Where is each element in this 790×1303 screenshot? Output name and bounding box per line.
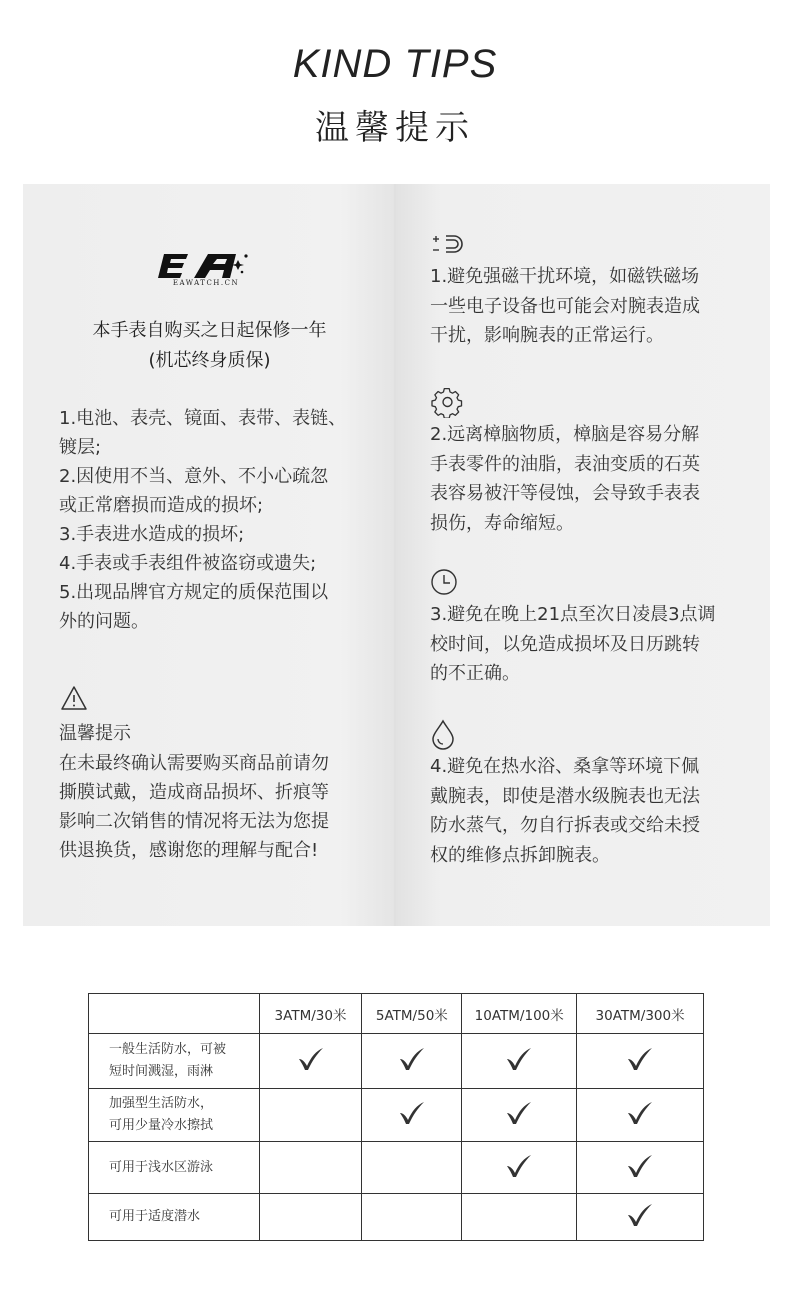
check-cell [259, 1089, 362, 1142]
tip-text [430, 752, 750, 870]
check-cell [362, 1142, 462, 1194]
tip-camphor [430, 386, 750, 538]
logo-subtitle: EAWATCH.CN [172, 279, 240, 287]
table-header-cell: 5ATM/50米 [362, 994, 462, 1034]
gear-icon [430, 386, 466, 418]
warranty-statement [23, 316, 396, 376]
table-row [89, 1194, 704, 1241]
exclusion-line: 5.出现品牌官方规定的质保范围以 [59, 582, 329, 603]
checkmark-icon [505, 1047, 533, 1071]
table-row [89, 1034, 704, 1089]
kind-tips-title: KIND TIPS [292, 42, 498, 86]
table-header-cell: 30ATM/300米 [577, 994, 704, 1034]
check-cell [577, 1034, 704, 1089]
tip-line: 校时间，以免造成损坏及日历跳转 [430, 633, 700, 655]
notice-title: 温馨提示 [59, 723, 131, 744]
tip-line: 表容易被汗等侵蚀，会导致手表表 [430, 483, 700, 504]
warranty-exclusions [59, 404, 384, 636]
notice-line: 供退换货，感谢您的理解与配合! [59, 840, 319, 861]
tip-line: 戴腕表，即使是潜水级腕表也无法 [430, 785, 700, 807]
notice-line: 影响二次销售的情况将无法为您提 [59, 811, 329, 832]
tip-line: 一些电子设备也可能会对腕表造成 [430, 295, 700, 317]
check-cell [462, 1194, 577, 1241]
check-cell [362, 1034, 462, 1089]
magnet-icon [430, 228, 466, 260]
tip-magnet [430, 228, 750, 351]
checkmark-icon [626, 1203, 654, 1227]
tip-line: 3.避免在晚上21点至次日凌晨3点调 [430, 604, 716, 625]
tip-line: 权的维修点拆卸腕表。 [430, 844, 610, 866]
warranty-line: (机芯终身质保) [148, 350, 271, 371]
row-label-line: 加强型生活防水， [109, 1096, 214, 1111]
warning-triangle-icon [59, 684, 89, 712]
exclusion-line: 外的问题。 [59, 611, 149, 632]
warm-tips-title: 温馨提示 [315, 108, 475, 148]
exclusion-line: 4.手表或手表组件被盗窃或遗失; [59, 553, 317, 574]
table-header-cell: 3ATM/30米 [259, 994, 362, 1034]
table-row [89, 1089, 704, 1142]
row-label-line: 短时间溅湿，雨淋 [109, 1064, 214, 1079]
tip-line: 防水蒸气，勿自行拆表或交给未授 [430, 815, 700, 836]
notice-line: 撕膜试戴，造成商品损坏、折痕等 [59, 782, 329, 803]
warranty-card [23, 184, 396, 926]
tip-line: 手表零件的油脂，表油变质的石英 [430, 453, 700, 475]
water-resistance-table [88, 993, 704, 1241]
tip-line: 4.避免在热水浴、桑拿等环境下佩 [430, 756, 700, 777]
tip-line: 损伤，寿命缩短。 [430, 512, 574, 534]
exclusion-line: 2.因使用不当、意外、不小心疏忽 [59, 466, 329, 487]
check-cell [362, 1194, 462, 1241]
check-cell [259, 1034, 362, 1089]
check-cell [577, 1194, 704, 1241]
checkmark-icon [505, 1154, 533, 1178]
tip-line: 1.避免强磁干扰环境，如磁铁磁场 [430, 266, 700, 287]
exclusion-line: 或正常磨损而造成的损坏; [59, 495, 264, 516]
check-cell [462, 1142, 577, 1194]
tip-text [430, 420, 750, 538]
checkmark-icon [505, 1101, 533, 1125]
row-label [89, 1089, 260, 1142]
table-header-cell [89, 994, 260, 1034]
checkmark-icon [626, 1047, 654, 1071]
tip-time-setting [430, 566, 750, 689]
check-cell [462, 1089, 577, 1142]
care-tips-card [396, 184, 770, 926]
tip-steam [430, 718, 750, 870]
clock-icon [430, 566, 466, 598]
checkmark-icon [398, 1101, 426, 1125]
tip-line: 2.远离樟脑物质，樟脑是容易分解 [430, 424, 700, 445]
check-cell [259, 1194, 362, 1241]
exclusion-line: 镀层; [59, 437, 102, 458]
checkmark-icon [626, 1101, 654, 1125]
row-label-line: 可用于适度潜水 [109, 1209, 201, 1224]
row-label-line: 可用少量冷水擦拭 [109, 1118, 214, 1133]
row-label-line: 一般生活防水，可被 [109, 1042, 227, 1057]
check-cell [577, 1142, 704, 1194]
water-drop-icon [430, 718, 466, 750]
check-cell [462, 1034, 577, 1089]
tip-text [430, 262, 750, 351]
checkmark-icon [297, 1047, 325, 1071]
warranty-line: 本手表自购买之日起保修一年 [92, 320, 327, 341]
row-label-line: 可用于浅水区游泳 [109, 1159, 214, 1175]
table-header-cell: 10ATM/100米 [462, 994, 577, 1034]
checkmark-icon [398, 1047, 426, 1071]
checkmark-icon [626, 1154, 654, 1178]
tip-line: 干扰，影响腕表的正常运行。 [430, 325, 664, 346]
row-label [89, 1142, 260, 1194]
notice-body [59, 749, 384, 865]
check-cell [259, 1142, 362, 1194]
check-cell [362, 1089, 462, 1142]
exclusion-line: 1.电池、表壳、镜面、表带、表链、 [59, 408, 347, 429]
notice-line: 在未最终确认需要购买商品前请勿 [59, 753, 329, 774]
tip-line: 的不正确。 [430, 663, 520, 684]
table-header-row [89, 994, 704, 1034]
row-label [89, 1194, 260, 1241]
check-cell [577, 1089, 704, 1142]
row-label [89, 1034, 260, 1089]
exclusion-line: 3.手表进水造成的损坏; [59, 524, 245, 545]
tip-text [430, 600, 750, 689]
table-row [89, 1142, 704, 1194]
